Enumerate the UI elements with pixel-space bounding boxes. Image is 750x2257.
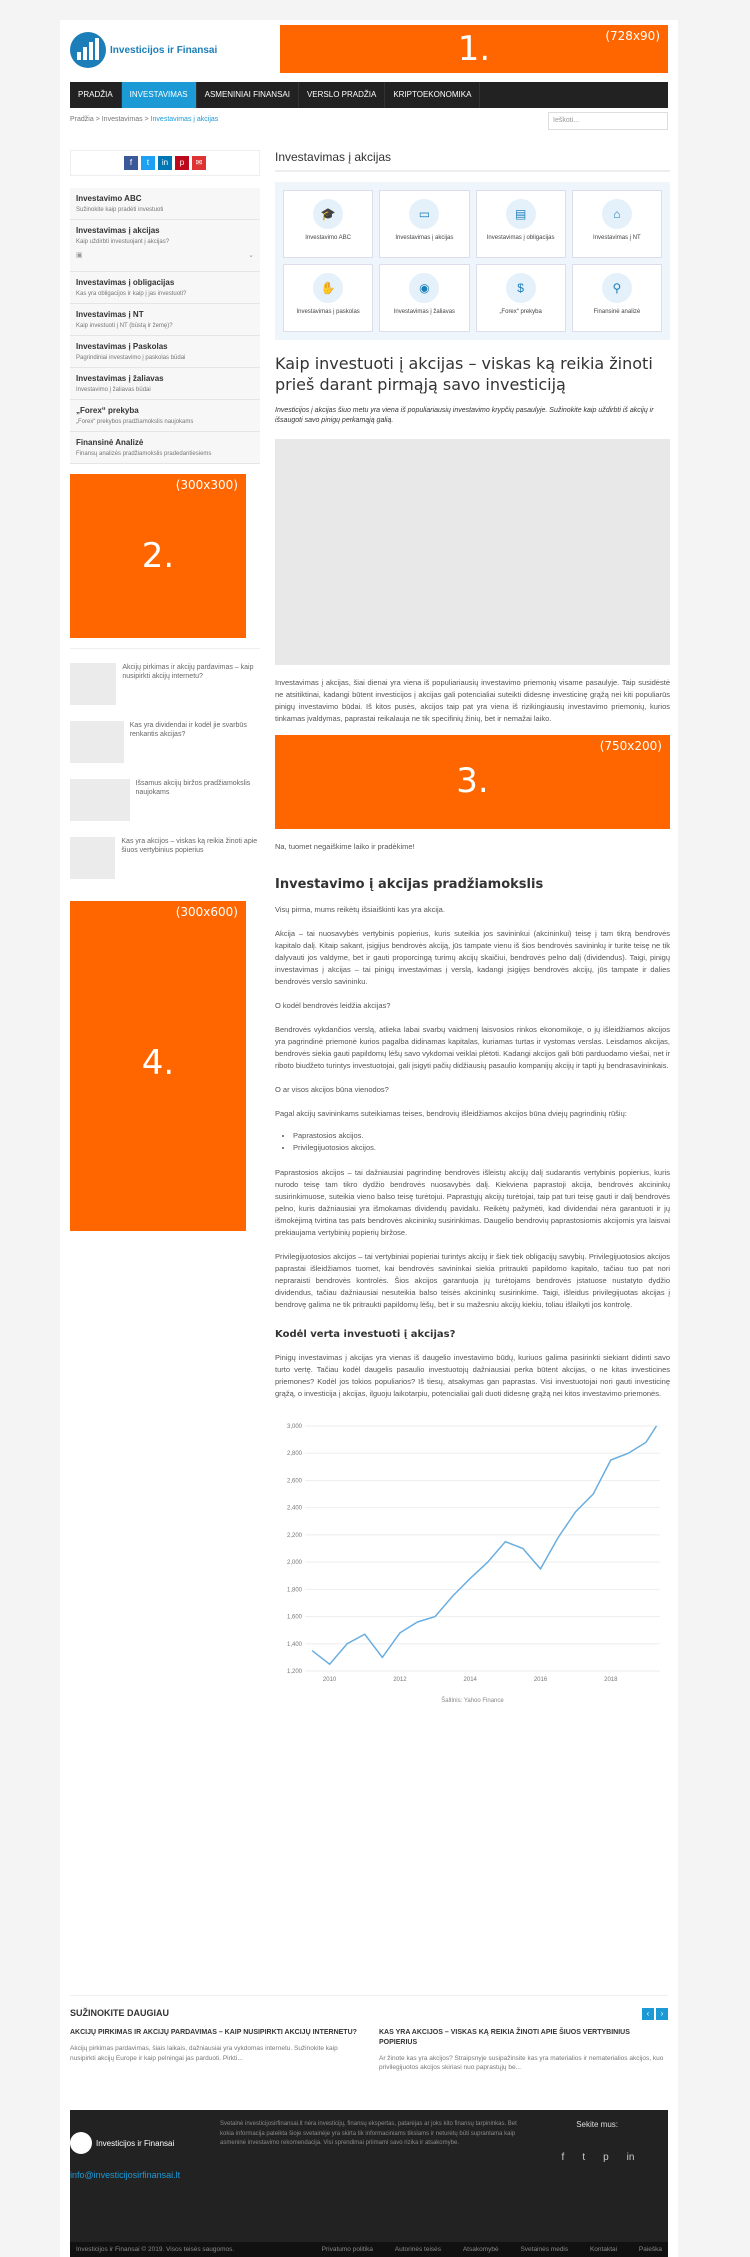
y-tick-label: 2,800 (286, 1451, 302, 1458)
ad-sidebar-300x600[interactable]: (300x600) 4. (70, 901, 246, 1231)
y-tick-label: 1,600 (286, 1614, 302, 1621)
footer-link[interactable]: Paieška (638, 2246, 662, 2253)
article-image (275, 439, 670, 665)
y-tick-label: 3,000 (286, 1424, 302, 1431)
paragraph: Akcija – tai nuosavybės vertybinis popierius, kuris suteikia jos savininkui (akcininkui) teisę į tam tikrą bendrovės kapitalo dalį. Kitaip sakant, įsigijus bendrovės akciją, jūs tampate vienu iš šios bendrovės savininkų ir turite teisę ne tik dalyvauti jos valdyme, bet ir gauti proporcingą turimų akcijų skaičiui, bendrovės pelno dalį (dividendus). Taigi, pinigų investavimas į akcijas – tai pinigų investavimas į verslą, kadangi įsigijęs bendrovės akcijų, jūs tampate ir dalies bendrovės verslo savininku. (275, 928, 670, 986)
y-tick-label: 2,600 (286, 1478, 302, 1485)
main-nav (70, 82, 668, 108)
footer-disclaimer: Svetainė investicijosirfinansai.lt nėra investicijų, finansų ekspertas, patarėjas ar joks kito finansų tarpininkas. Bet kokia informacija pateikta šioje svetainėje yra skirta tik informaciniams tikslams ir neturėtų būti suprantama kaip asmeninė investavimo rekomendacija. Visi sprendimai priimami savo rizika ir atsakomybe. (220, 2121, 517, 2147)
paragraph: Investavimas į akcijas, šiai dienai yra viena iš populiariausių investavimo priemonių visame pasaulyje. Taip susidėstė ne atsitiktinai, kadangi būtent investicijos į akcijas gali potencialiai suteikti didesnę investicinę grąžą nei kiti populiarūs pinigų investavimo būdai. Iš kitos pusės, akcijos taip pat yra viena iš rizikingiausių investavimo priemonių, kurios tinkamas įvaldymas, paprastai reikalauja ne tik specifinių žinių, bet ir nemažai laiko. (275, 677, 670, 723)
category-card[interactable]: ⚲ Finansinė analizė (572, 264, 662, 332)
chart-svg (275, 1416, 670, 1696)
page-title: Kaip investuoti į akcijas – viskas ką reikia žinoti prieš darant pirmąją savo investiciją (275, 354, 653, 394)
y-tick-label: 1,400 (286, 1641, 302, 1648)
sidebar-menu (70, 188, 260, 464)
related-heading: SUŽINOKITE DAUGIAU (70, 2008, 169, 2018)
currency-exchange-icon: $ (506, 273, 536, 303)
nav-item-kriptoekonomika[interactable]: KRIPTOEKONOMIKA (385, 82, 480, 108)
next-arrow-icon[interactable]: › (656, 2008, 668, 2020)
linkedin-icon[interactable]: in (158, 156, 172, 170)
sidebar-item-obligacijos[interactable]: Investavimas į obligacijas Kas yra obligacijos ir kaip į jas investuoti? (70, 272, 260, 304)
x-tick-label: 2014 (463, 1677, 477, 1684)
sidebar-item-nt[interactable]: Investavimas į NT Kaip investuoti į NT (būstą ir žemę)? (70, 304, 260, 336)
sidebar (70, 150, 260, 1231)
facebook-icon[interactable]: f (124, 156, 138, 170)
breadcrumb-mid[interactable]: Investavimas (101, 116, 143, 123)
footer-link[interactable]: Privatumo politika (321, 2246, 373, 2253)
footer-logo[interactable]: Investicijos ir Finansai (70, 2132, 174, 2154)
share-buttons (70, 150, 260, 176)
search-input[interactable]: Ieškoti... (548, 112, 668, 130)
breadcrumb-home[interactable]: Pradžia (70, 116, 94, 123)
handshake-icon: ✋ (313, 273, 343, 303)
ad-banner-top[interactable] (280, 25, 668, 73)
article (275, 150, 670, 1706)
sp500-chart (275, 1416, 670, 1706)
series-line (312, 1426, 656, 1664)
footer-link[interactable]: Autorinės teisės (394, 2246, 442, 2253)
post-thumbnail (70, 837, 115, 879)
follow-label: Sekite mus: (576, 2120, 618, 2129)
y-tick-label: 2,200 (286, 1532, 302, 1539)
site-logo[interactable] (70, 32, 217, 68)
paragraph: Na, tuomet negaiškime laiko ir pradėkime! (275, 841, 415, 851)
twitter-icon[interactable]: t (141, 156, 155, 170)
paragraph: O kodėl bendrovės leidžia akcijas? (275, 1000, 391, 1010)
related-item[interactable]: AKCIJŲ PIRKIMAS IR AKCIJŲ PARDAVIMAS – KAIP NUSIPIRKTI AKCIJŲ INTERNETU? Akcijų pirkimas pardavimas, šiais laikais, dažniausiai yra vykdomas internetu. Sužinokite kaip nusipirkti akcijų Europe ir kaip pelningai jas parduoti. Pirkti... (70, 2029, 357, 2062)
twitter-icon[interactable]: t (582, 2152, 586, 2163)
y-tick-label: 1,200 (286, 1669, 302, 1676)
nav-item-verslo-pradzia[interactable]: VERSLO PRADŽIA (299, 82, 385, 108)
analysis-icon: ⚲ (602, 273, 632, 303)
sidebar-item-analize[interactable]: Finansinė Analizė Finansų analizės pradžiamokslis pradedantiesiems (70, 432, 260, 464)
email-icon[interactable]: ✉ (192, 156, 206, 170)
chart-source: Šaltinis: Yahoo Finance (441, 1698, 504, 1705)
sidebar-item-abc[interactable]: Investavimo ABC Sužinokite kaip pradėti investuoti (70, 188, 260, 220)
paragraph: Pagal akcijų savininkams suteikiamas teises, bendrovių išleidžiamos akcijos būna dviejų pagrindinių rūšių: (275, 1108, 627, 1118)
logo-icon (70, 2132, 92, 2154)
paragraph: Visų pirma, mums reikėtų išsiaiškinti kas yra akcija. (275, 904, 445, 914)
category-grid (275, 182, 670, 340)
paragraph: O ar visos akcijos būna vienodos? (275, 1084, 389, 1094)
facebook-icon[interactable]: f (561, 2152, 565, 2163)
footer-link[interactable]: Atsakomybė (462, 2246, 499, 2253)
article-lead: Investicijos į akcijas šiuo metu yra viena iš populiariausių investavimo krypčių pasaulyje. Sužinokite kaip uždirbti iš akcijų ir išsaugoti savo pinigų perkamąją galią. (275, 406, 654, 425)
breadcrumb: Pradžia > Investavimas > Investavimas į akcijas (70, 116, 219, 123)
y-tick-label: 2,000 (286, 1560, 302, 1567)
pinterest-icon[interactable]: p (603, 2152, 609, 2163)
ad-number: 1. (457, 29, 491, 69)
nav-item-pradzia[interactable]: PRADŽIA (70, 82, 122, 108)
x-tick-label: 2016 (533, 1677, 548, 1684)
side-post[interactable]: Akcijų pirkimas ir akcijų pardavimas – kaip nusipirkti akcijų internetu? (70, 663, 260, 707)
side-post[interactable]: Kas yra dividendai ir kodėl jie svarbūs renkantis akcijas? (70, 721, 260, 765)
category-card[interactable]: ✋ Investavimas į paskolas (283, 264, 373, 332)
post-thumbnail (70, 663, 116, 705)
sidebar-item-zaliavos[interactable]: Investavimas į žaliavas Investavimo į žaliavas būdai (70, 368, 260, 400)
house-icon: ⌂ (602, 199, 632, 229)
logo-text: Investicijos ir Finansai (110, 44, 218, 56)
breadcrumb-current: Investavimas į akcijas (150, 116, 219, 123)
banknote-icon: ▭ (409, 199, 439, 229)
sidebar-item-akcijos[interactable]: Investavimas į akcijas Kaip uždirbti investuojant į akcijas? ▣ ⌄ (70, 220, 260, 272)
post-thumbnail (70, 779, 130, 821)
footer-link[interactable]: Kontaktai (589, 2246, 618, 2253)
section-heading: Investavimo į akcijas pradžiamokslis (275, 876, 544, 892)
related-posts (70, 1995, 668, 2073)
footer-link[interactable]: Svetainės medis (520, 2246, 569, 2253)
paragraph: Pinigų investavimas į akcijas yra vienas iš daugelio investavimo būdų, kuriuos galima pasirinkti siekiant didinti savo turto vertę. Tačiau kodėl daugelis pasaulio investuotojų dažniausiai perka būtent akcijas, o ne kitas investicines priemones? Kodėl jos tokios populiarios? Iš tiesų, atsakymas gan paprastas. Visi investuotojai nori gauti investicinę grąžą, o investicija į akcijas, ilguoju laikotarpiu, potencialiai gali duoti didesnę grąžą nei kitos investavimo priemonės. (275, 1353, 670, 1399)
prev-arrow-icon[interactable]: ‹ (642, 2008, 654, 2020)
subsection-heading: Kodėl verta investuoti į akcijas? (275, 1329, 456, 1341)
category-card[interactable]: ▭ Investavimas į akcijas (379, 190, 469, 258)
linkedin-icon[interactable]: in (626, 2152, 635, 2163)
category-card[interactable]: $ „Forex“ prekyba (476, 264, 566, 332)
paragraph: Paprastosios akcijos – tai dažniausiai pagrindinę bendrovės išleistų akcijų dalį sudarantis vertybinis popierius, kuris nurodo teisę tam tikro dydžio bendrovės nuosavybės dalį. Kiekviena paprastoji akcija, bendrovės akcininkų susirinkimuose, suteikia vieno balso teisę turėtojui. Paprastųjų akcijų turėtojai, taip pat turi teisę gauti ir dalį bendrovės pelno, kuris dažniausiai yra išmokamas dividendų pavidalu. Reikėtų pažymėti, kad dividendai nėra garantuoti ir jų išmokėjimą tvirtina tas pats bendrovės akcininkų susirinkimas. Daugelio bendrovių paprastosiomis akcijomis yra laisvai prekiaujama vertybinių popierių biržose. (275, 1168, 670, 1238)
sidebar-item-paskolos[interactable]: Investavimas į Paskolas Pagrindiniai investavimo į paskolas būdai (70, 336, 260, 368)
bottom-bar (70, 2242, 668, 2257)
page (60, 20, 678, 2257)
side-post[interactable]: Išsamus akcijų biržos pradžiamokslis naujokams (70, 779, 260, 823)
document-icon: ▤ (506, 199, 536, 229)
section-heading: Investavimas į akcijas (275, 150, 670, 172)
category-card[interactable]: ⌂ Investavimas į NT (572, 190, 662, 258)
post-thumbnail (70, 721, 124, 763)
ad-sidebar-300x300[interactable]: (300x300) 2. (70, 474, 246, 638)
list-item: • Privilegijuotosios akcijos. (293, 1142, 670, 1155)
category-card[interactable]: ▤ Investavimas į obligacijas (476, 190, 566, 258)
ad-size: (728x90) (605, 29, 660, 43)
footer-email[interactable]: info@investicijosirfinansai.lt (70, 2170, 181, 2180)
graduation-cap-icon: 🎓 (313, 199, 343, 229)
list-item: • Paprastosios akcijos. (293, 1130, 670, 1143)
header (60, 20, 678, 82)
category-card[interactable]: ◉ Investavimas į žaliavas (379, 264, 469, 332)
nav-item-asmeniniai-finansai[interactable]: ASMENINIAI FINANSAI (197, 82, 299, 108)
sidebar-item-forex[interactable]: „Forex“ prekyba „Forex“ prekybos pradžiamokslis naujokams (70, 400, 260, 432)
paragraph: Bendrovės vykdančios verslą, atlieka labai svarbų vaidmenį laisvosios rinkos ekonomikoje, o jų išleidžiamos akcijos yra pagrindinė priemonė kurios pagalba didinamas kapitalas, kuriamas turtas ir vystomas verslas. Leisdamos akcijas, bendrovės siekia gauti papildomų lėšų savo vykdomai veiklai plėtoti. Kadangi akcijos gali būti parduodamo viešai, net ir riboto biudžeto turintys investuotojai, gali įsigyti pačių didžiausių pasaulio kompanijų akcijų ir tapti jų bendrasavininkais. (275, 1024, 670, 1070)
nav-item-investavimas[interactable]: INVESTAVIMAS (122, 82, 197, 108)
y-tick-label: 1,800 (286, 1587, 302, 1594)
x-tick-label: 2018 (604, 1677, 618, 1684)
pinterest-icon[interactable]: p (175, 156, 189, 170)
y-tick-label: 2,400 (286, 1505, 302, 1512)
side-post[interactable]: Kas yra akcijos – viskas ką reikia žinoti apie šiuos vertybinius popierius (70, 837, 260, 881)
x-tick-label: 2010 (322, 1677, 337, 1684)
paragraph: Privilegijuotosios akcijos – tai vertybiniai popieriai turintys akcijų ir šiek tiek obligacijų savybių. Privilegijuotosios akcijos paprastai išleidžiamos tuomet, kai bendrovės savininkai siekia pritraukti papildomo kapitalo, tačiau tuo pat nori nepraraisti bendrovės kontrolės. Šios akcijos garantuoja jų turėtojams bendrovės įstatuose nustatyto dydžio dividendus, tačiau dažniausiai nesuteikia balso teisės akcininkų susirinkime. Taigi, išleidus privilegijuotas akcijas į bendrovę galima ne tik pritraukti papildomų lėšų, bet ir su mažesniu akcijų kiekiu, toliau išlaikyti jos kontrolę. (275, 1252, 670, 1310)
share-types-list (293, 1130, 670, 1156)
oil-barrel-icon: ◉ (409, 273, 439, 303)
category-card[interactable]: 🎓 Investavimo ABC (283, 190, 373, 258)
ad-in-article[interactable]: (750x200) 3. (275, 735, 670, 829)
footer (70, 2110, 668, 2242)
x-tick-label: 2012 (393, 1677, 407, 1684)
logo-icon (70, 32, 106, 68)
related-item[interactable]: KAS YRA AKCIJOS – VISKAS KĄ REIKIA ŽINOTI APIE ŠIUOS VERTYBINIUS POPIERIUS Ar žinote kas yra akcijos? Straipsnyje susipažinsite kas yra materialios ir nematerialios akcijos, kuo privilegijuotos akcijos skiriasi nuo paprastųjų be... (379, 2029, 664, 2072)
copyright: Investicijos ir Finansai © 2019. Visos teisės saugomos. (76, 2246, 235, 2253)
